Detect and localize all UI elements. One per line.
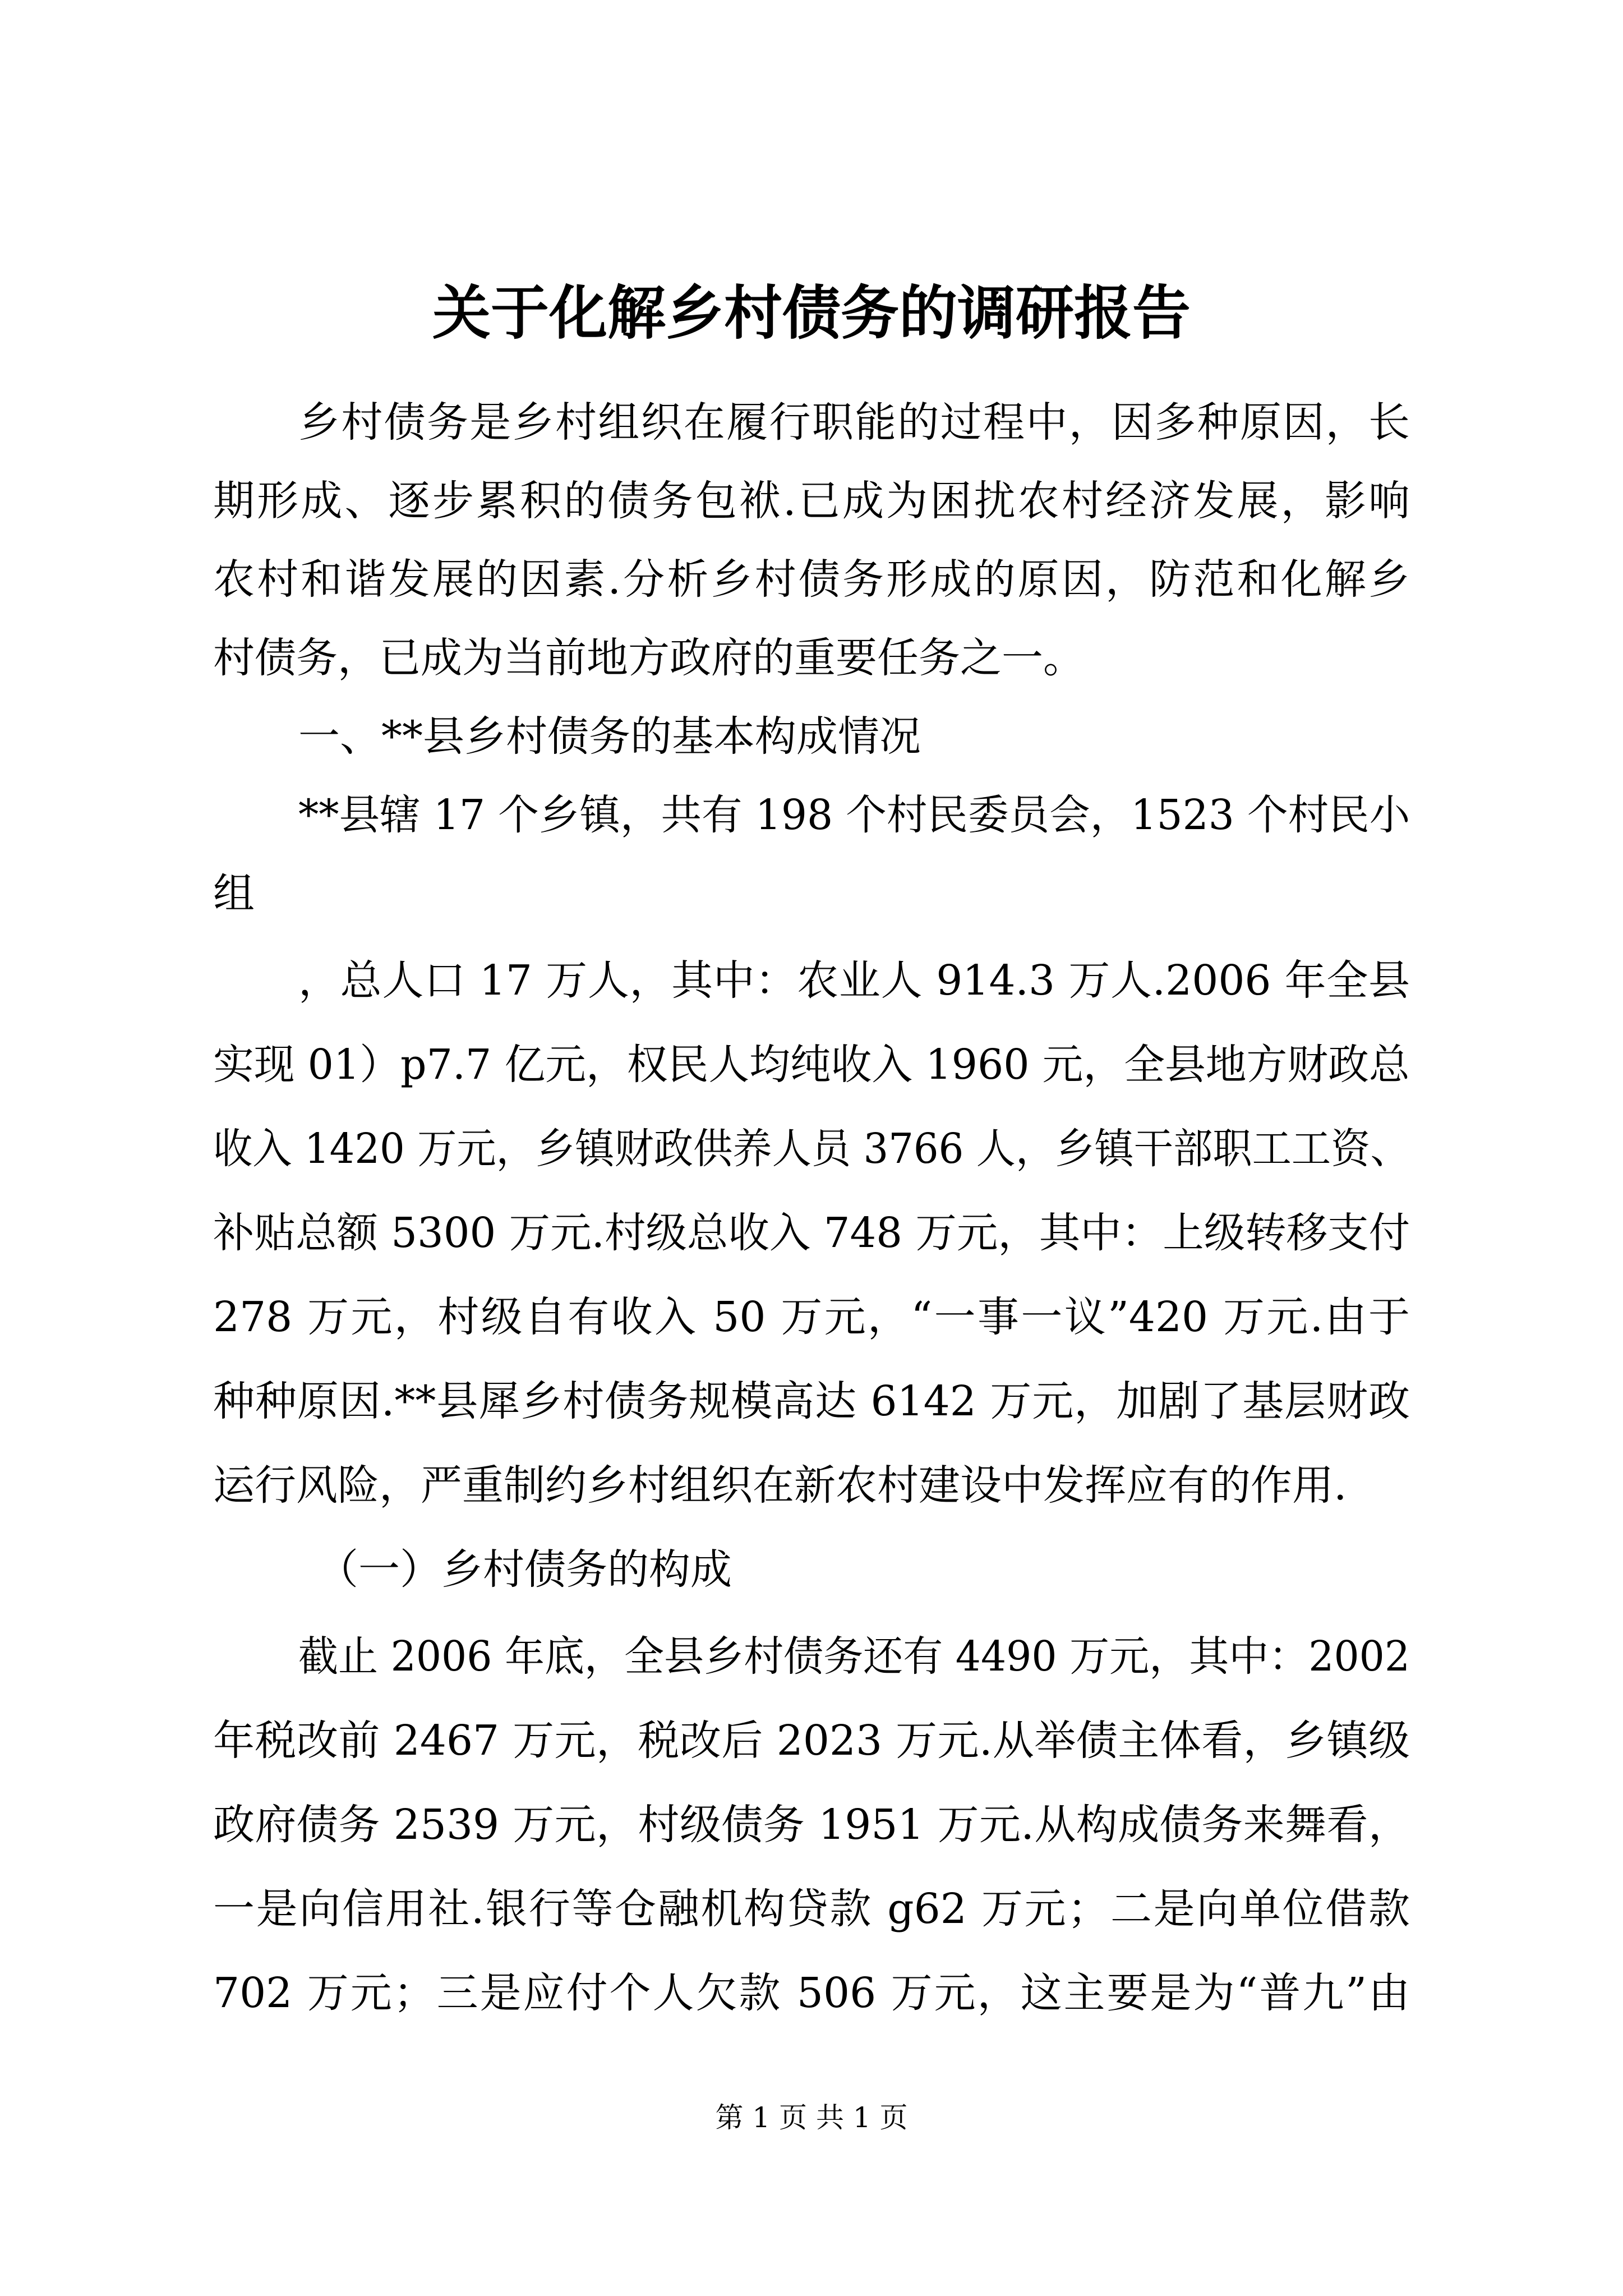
document-title: 关于化解乡村债务的调研报告 (432, 279, 1191, 347)
body-line: 种种原因.**县犀乡村债务规模高达 6142 万元，加剧了基层财政 (213, 1377, 1410, 1425)
section-heading: 一、**县乡村债务的基本构成情况 (298, 712, 921, 761)
body-line: 截止 2006 年底，全县乡村债务还有 4490 万元，其中：2002 (298, 1632, 1410, 1681)
body-line: 年税改前 2467 万元，税改后 2023 万元.从举债主体看，乡镇级 (213, 1717, 1410, 1765)
body-line: ，总人口 17 万人，其中：农业人 914.3 万人.2006 年全县 (298, 956, 1410, 1005)
body-line: 运行风险，严重制约乡村组织在新农村建设中发挥应有的作用. (213, 1461, 1347, 1510)
body-line: 补贴总额 5300 万元.村级总收入 748 万元，其中：上级转移支付 (213, 1209, 1410, 1257)
body-line: 一是向信用社.银行等仓融机构贷款 g62 万元；二是向单位借款 (213, 1885, 1410, 1933)
body-line: 实现 01）p7.7 亿元，权民人均纯收入 1960 元，全县地方财政总 (213, 1041, 1410, 1089)
body-line: 收入 1420 万元，乡镇财政供养人员 3766 人，乡镇干部职工工资、 (213, 1125, 1410, 1173)
body-line: 乡村债务是乡村组织在履行职能的过程中，因多种原因，长 (298, 398, 1410, 447)
body-line: 702 万元；三是应付个人欠款 506 万元，这主要是为“普九”由 (213, 1969, 1410, 2017)
body-line: 278 万元，村级自有收入 50 万元，“一事一议”420 万元.由于 (213, 1293, 1410, 1341)
body-line: **县辖 17 个乡镇，共有 198 个村民委员会，1523 个村民小 (298, 791, 1410, 839)
body-line: 期形成、逐步累积的债务包袱.已成为困扰农村经济发展，影响 (213, 477, 1410, 525)
body-line: 村债务，已成为当前地方政府的重要任务之一。 (213, 634, 1085, 682)
page-footer: 第 1 页 共 1 页 (715, 2101, 908, 2134)
body-line: 组 (213, 869, 255, 918)
body-line: 政府债务 2539 万元，村级债务 1951 万元.从构成债务来舞看， (213, 1801, 1410, 1849)
subsection-heading: （一）乡村债务的构成 (317, 1545, 732, 1594)
body-line: 农村和谐发展的因素.分析乡村债务形成的原因，防范和化解乡 (213, 555, 1410, 604)
